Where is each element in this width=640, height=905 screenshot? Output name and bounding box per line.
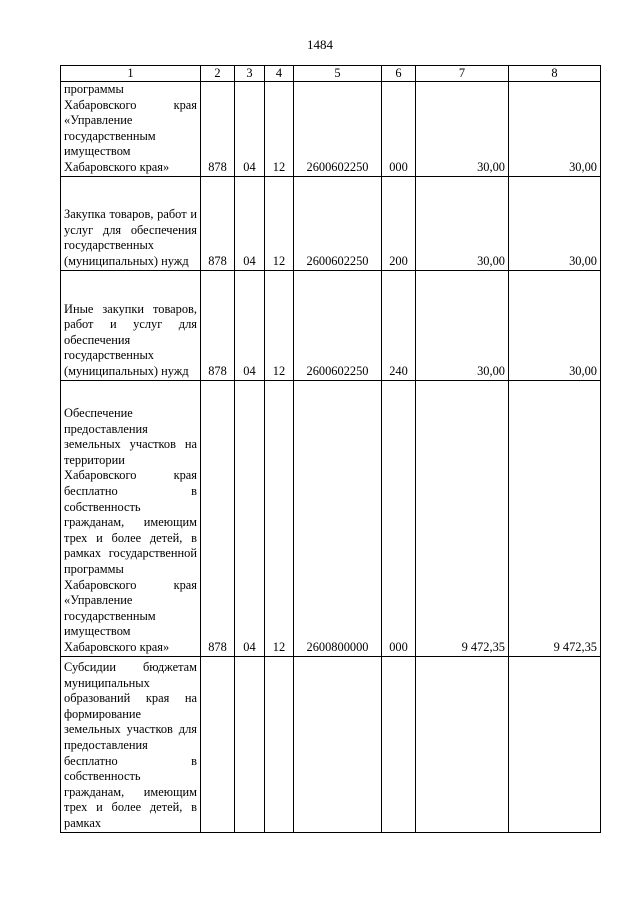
cell-amount-2: 9 472,35 [509, 380, 601, 656]
cell-target-article: 2600800000 [294, 380, 382, 656]
row-description: Субсидии бюджетам муниципальных образований края на формирование земельных участков для предоставления бесплатно в собственность гражданам, имеющим трех и более детей, в рамках [61, 656, 201, 832]
cell-section: 04 [235, 380, 265, 656]
budget-table [60, 65, 601, 833]
cell-amount-1: 9 472,35 [416, 380, 509, 656]
table-row [61, 176, 601, 270]
header-row [61, 66, 601, 82]
row-description: программы Хабаровского края «Управление государственным имуществом Хабаровского края» [61, 82, 201, 177]
cell-expense-type: 000 [382, 380, 416, 656]
cell-subsection: 12 [265, 176, 294, 270]
cell-subsection: 12 [265, 270, 294, 380]
cell-subsection: 12 [265, 82, 294, 177]
header-col-3: 3 [235, 66, 265, 82]
cell-amount-2: 30,00 [509, 176, 601, 270]
cell-ministry-code: 878 [201, 270, 235, 380]
cell-ministry-code [201, 656, 235, 832]
header-col-1: 1 [61, 66, 201, 82]
row-description: Закупка товаров, работ и услуг для обеспечения государственных (муниципальных) нужд [61, 176, 201, 270]
row-description: Обеспечение предоставления земельных участков на территории Хабаровского края бесплатно в собственность гражданам, имеющим трех и более детей, в рамках государственной программы Хабаровского края «Управление государственным имуществом Хабаровского края» [61, 380, 201, 656]
cell-expense-type: 240 [382, 270, 416, 380]
cell-target-article [294, 656, 382, 832]
header-col-6: 6 [382, 66, 416, 82]
cell-amount-2: 30,00 [509, 270, 601, 380]
cell-target-article: 2600602250 [294, 82, 382, 177]
cell-target-article: 2600602250 [294, 176, 382, 270]
cell-expense-type [382, 656, 416, 832]
cell-ministry-code: 878 [201, 176, 235, 270]
header-col-8: 8 [509, 66, 601, 82]
cell-section [235, 656, 265, 832]
table-row [61, 270, 601, 380]
header-col-5: 5 [294, 66, 382, 82]
table-row [61, 656, 601, 832]
header-col-4: 4 [265, 66, 294, 82]
cell-amount-2: 30,00 [509, 82, 601, 177]
cell-amount-1 [416, 656, 509, 832]
cell-amount-1: 30,00 [416, 270, 509, 380]
cell-amount-1: 30,00 [416, 82, 509, 177]
cell-expense-type: 000 [382, 82, 416, 177]
cell-subsection [265, 656, 294, 832]
header-col-7: 7 [416, 66, 509, 82]
page-number: 1484 [307, 37, 333, 52]
cell-ministry-code: 878 [201, 82, 235, 177]
cell-amount-1: 30,00 [416, 176, 509, 270]
cell-expense-type: 200 [382, 176, 416, 270]
cell-section: 04 [235, 82, 265, 177]
cell-section: 04 [235, 176, 265, 270]
cell-amount-2 [509, 656, 601, 832]
cell-target-article: 2600602250 [294, 270, 382, 380]
cell-section: 04 [235, 270, 265, 380]
cell-ministry-code: 878 [201, 380, 235, 656]
header-col-2: 2 [201, 66, 235, 82]
cell-subsection: 12 [265, 380, 294, 656]
table-row [61, 380, 601, 656]
table-row [61, 82, 601, 177]
row-description: Иные закупки товаров, работ и услуг для обеспечения государственных (муниципальных) нужд [61, 270, 201, 380]
